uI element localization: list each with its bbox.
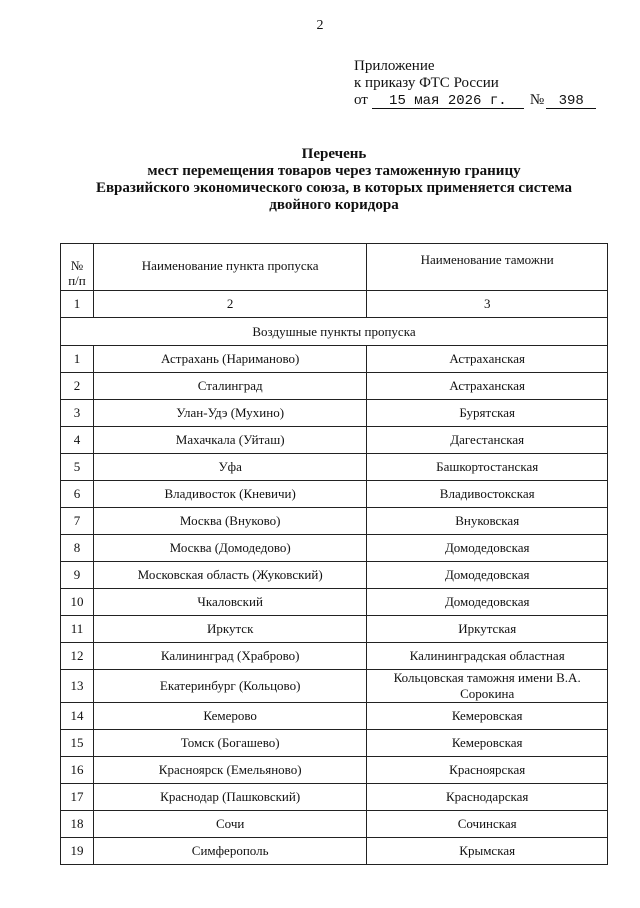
row-customs-name: Внуковская	[367, 508, 608, 535]
row-customs-name: Кемеровская	[367, 703, 608, 730]
table-row	[61, 454, 608, 481]
row-checkpoint-name: Кемерово	[93, 703, 366, 730]
title-line-4: двойного коридора	[269, 197, 399, 213]
table-row	[61, 730, 608, 757]
table-row	[61, 643, 608, 670]
appendix-number-label: №	[529, 92, 545, 108]
row-customs-name: Астраханская	[367, 346, 608, 373]
row-number: 8	[61, 535, 94, 562]
row-number: 1	[61, 346, 94, 373]
row-customs-name: Домодедовская	[367, 589, 608, 616]
appendix-order-ref: к приказу ФТС России	[354, 75, 499, 91]
appendix-date: 15 мая 2026 г.	[372, 94, 524, 109]
row-checkpoint-name: Сочи	[93, 811, 366, 838]
row-customs-name: Астраханская	[367, 373, 608, 400]
row-checkpoint-name: Москва (Домодедово)	[93, 535, 366, 562]
row-number: 16	[61, 757, 94, 784]
row-number: 6	[61, 481, 94, 508]
table-index-row	[61, 291, 608, 318]
row-number: 13	[61, 670, 94, 703]
row-customs-name: Дагестанская	[367, 427, 608, 454]
table-row	[61, 784, 608, 811]
row-number: 10	[61, 589, 94, 616]
table-row	[61, 346, 608, 373]
row-checkpoint-name: Астрахань (Нариманово)	[93, 346, 366, 373]
title-line-2: мест перемещения товаров через таможенную границу	[147, 163, 521, 179]
row-number: 3	[61, 400, 94, 427]
index-cell: 2	[93, 291, 366, 318]
table-row	[61, 670, 608, 703]
appendix-date-line	[354, 92, 614, 109]
row-customs-name: Бурятская	[367, 400, 608, 427]
row-number: 4	[61, 427, 94, 454]
row-customs-name: Кемеровская	[367, 730, 608, 757]
row-checkpoint-name: Калининград (Храброво)	[93, 643, 366, 670]
row-checkpoint-name: Московская область (Жуковский)	[93, 562, 366, 589]
row-customs-name: Башкортостанская	[367, 454, 608, 481]
row-customs-name: Сочинская	[367, 811, 608, 838]
table-row	[61, 427, 608, 454]
page-number: 2	[316, 18, 324, 33]
table-row	[61, 703, 608, 730]
appendix-from-label: от	[354, 92, 368, 108]
appendix-number: 398	[546, 94, 596, 109]
table-row	[61, 811, 608, 838]
table-row	[61, 589, 608, 616]
header-number	[61, 244, 94, 291]
row-checkpoint-name: Махачкала (Уйташ)	[93, 427, 366, 454]
title-line-3: Евразийского экономического союза, в которых применяется система	[95, 180, 573, 196]
row-number: 7	[61, 508, 94, 535]
row-customs-name: Иркутская	[367, 616, 608, 643]
row-checkpoint-name: Иркутск	[93, 616, 366, 643]
row-checkpoint-name: Чкаловский	[93, 589, 366, 616]
row-customs-name: Красноярская	[367, 757, 608, 784]
index-cell: 1	[61, 291, 94, 318]
row-checkpoint-name: Екатеринбург (Кольцово)	[93, 670, 366, 703]
row-checkpoint-name: Москва (Внуково)	[93, 508, 366, 535]
appendix-block	[354, 58, 614, 109]
table-row	[61, 838, 608, 865]
header-point-name: Наименование пункта пропуска	[93, 244, 366, 291]
table-row	[61, 757, 608, 784]
row-checkpoint-name: Владивосток (Кневичи)	[93, 481, 366, 508]
table-row	[61, 373, 608, 400]
row-number: 9	[61, 562, 94, 589]
row-number: 17	[61, 784, 94, 811]
table-section-row	[61, 318, 608, 346]
index-cell: 3	[367, 291, 608, 318]
row-number: 15	[61, 730, 94, 757]
table-row	[61, 535, 608, 562]
row-checkpoint-name: Уфа	[93, 454, 366, 481]
table-row	[61, 616, 608, 643]
row-checkpoint-name: Сталинград	[93, 373, 366, 400]
document-title	[60, 146, 608, 214]
row-customs-name: Домодедовская	[367, 535, 608, 562]
table-row	[61, 562, 608, 589]
row-number: 18	[61, 811, 94, 838]
row-customs-name: Калининградская областная	[367, 643, 608, 670]
table-header-row	[61, 244, 608, 291]
row-customs-name: Домодедовская	[367, 562, 608, 589]
row-checkpoint-name: Красноярск (Емельяново)	[93, 757, 366, 784]
row-number: 12	[61, 643, 94, 670]
row-number: 19	[61, 838, 94, 865]
section-title: Воздушные пункты пропуска	[61, 318, 608, 346]
row-number: 5	[61, 454, 94, 481]
row-number: 11	[61, 616, 94, 643]
row-checkpoint-name: Симферополь	[93, 838, 366, 865]
table-body	[61, 291, 608, 865]
row-checkpoint-name: Улан-Удэ (Мухино)	[93, 400, 366, 427]
row-number: 2	[61, 373, 94, 400]
row-checkpoint-name: Томск (Богашево)	[93, 730, 366, 757]
title-line-1: Перечень	[301, 146, 367, 162]
row-customs-name: Владивостокская	[367, 481, 608, 508]
row-customs-name: Крымская	[367, 838, 608, 865]
header-customs-name: Наименование таможни	[367, 244, 608, 291]
row-number: 14	[61, 703, 94, 730]
table-row	[61, 400, 608, 427]
table-row	[61, 481, 608, 508]
row-customs-name: Краснодарская	[367, 784, 608, 811]
row-checkpoint-name: Краснодар (Пашковский)	[93, 784, 366, 811]
appendix-title: Приложение	[354, 58, 435, 74]
header-number-text: № п/п	[68, 258, 86, 288]
table-row	[61, 508, 608, 535]
checkpoints-table	[60, 243, 608, 865]
row-customs-name: Кольцовская таможня имени В.А. Сорокина	[367, 670, 608, 703]
